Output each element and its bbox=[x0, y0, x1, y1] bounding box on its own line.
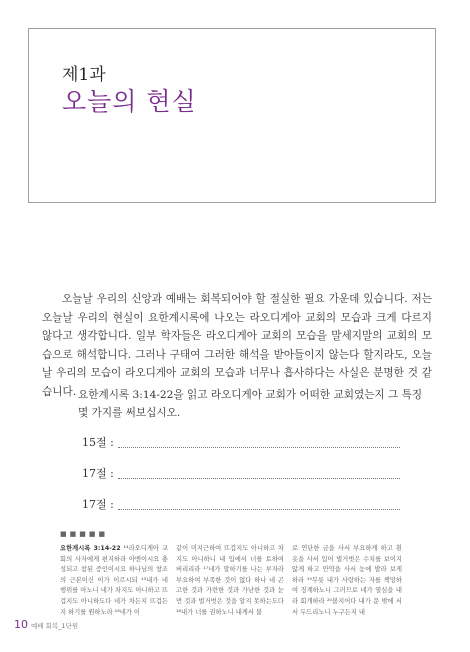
intro-paragraph: 오늘날 우리의 신앙과 예배는 회복되어야 할 절실한 필요 가운데 있습니다. 저는 오늘날 우리의 현실이 요한계시록에 나오는 라오디게아 교회의 모습과 크게 다르지 않다고 생각합니다. 일부 학자들은 라오디게아 교회의 모습을 말세지말의 교회의 모습으로 해석합니다. 그러나 구태여 그러한 해석을 받아들이지 않는다 할지라도, 오늘날 우리의 모습이 라오디게아 교회의 모습과 너무나 흡사하다는 사실은 분명한 것 같습니다. bbox=[42, 293, 432, 398]
dotted-answer-field[interactable] bbox=[118, 508, 400, 510]
page-number: 10 bbox=[14, 618, 28, 631]
lesson-number: 제1과 bbox=[62, 65, 106, 85]
answer-line-17b[interactable] bbox=[82, 498, 400, 512]
answer-line-17a[interactable] bbox=[82, 467, 400, 481]
verse-text: ¹⁴라오디게아 교회의 사자에게 편지하라 아멘이시요 충성되고 참된 증인이시요 하나님의 창조의 근본이신 이가 이르시되 ¹⁵내가 네 행위를 아노니 네가 차지도 아니하고 뜨겁지도 아니하도다 네가 차든지 뜨겁든지 하기를 원하노라 ¹⁶네가 이 bbox=[60, 545, 168, 616]
dotted-answer-field[interactable] bbox=[118, 446, 400, 448]
question-prompt: 요한계시록 3:14-22을 읽고 라오디게아 교회가 어떠한 교회였는지 그 특징 몇 가지를 써보십시오. bbox=[78, 389, 423, 419]
book-title: 예배 회복_1단원 bbox=[31, 622, 79, 630]
answer-label: 17절 : bbox=[82, 467, 114, 480]
verse-reference: 요한계시록 3:14-22 bbox=[60, 545, 121, 552]
lesson-title: 오늘의 현실 bbox=[62, 87, 197, 116]
section-divider: ■■■■■ bbox=[60, 530, 109, 538]
page-footer bbox=[14, 618, 78, 631]
dotted-answer-field[interactable] bbox=[118, 477, 400, 479]
answer-label: 17절 : bbox=[82, 498, 114, 511]
verse-column-3: 로 연단한 금을 사서 부요하게 하고 흰 옷을 사서 입어 벌거벗은 수치를 보이지 않게 하고 안약을 사서 눈에 발라 보게 하라 ¹⁹무릇 내가 사랑하는 자를 책망하여 징계하노니 그러므로 네가 열심을 내라 회개하라 ²⁰볼지어다 내가 문 밖에 서서 두드리노니 누구든지 내 bbox=[292, 545, 402, 616]
verse-column-2: 같이 미지근하여 뜨겁지도 아니하고 차지도 아니하니 내 입에서 너를 토하여 버리리라 ¹⁷네가 말하기를 나는 부자라 부요하여 부족한 것이 없다 하나 네 곤고한 것과 가련한 것과 가난한 것과 눈 먼 것과 벌거벗은 것을 알지 못하는도다 ¹⁸내가 너를 권하노니 내게서 불 bbox=[176, 545, 284, 616]
answer-line-15[interactable] bbox=[82, 436, 400, 450]
verse-column-1 bbox=[60, 544, 168, 618]
answer-label: 15절 : bbox=[82, 436, 114, 449]
